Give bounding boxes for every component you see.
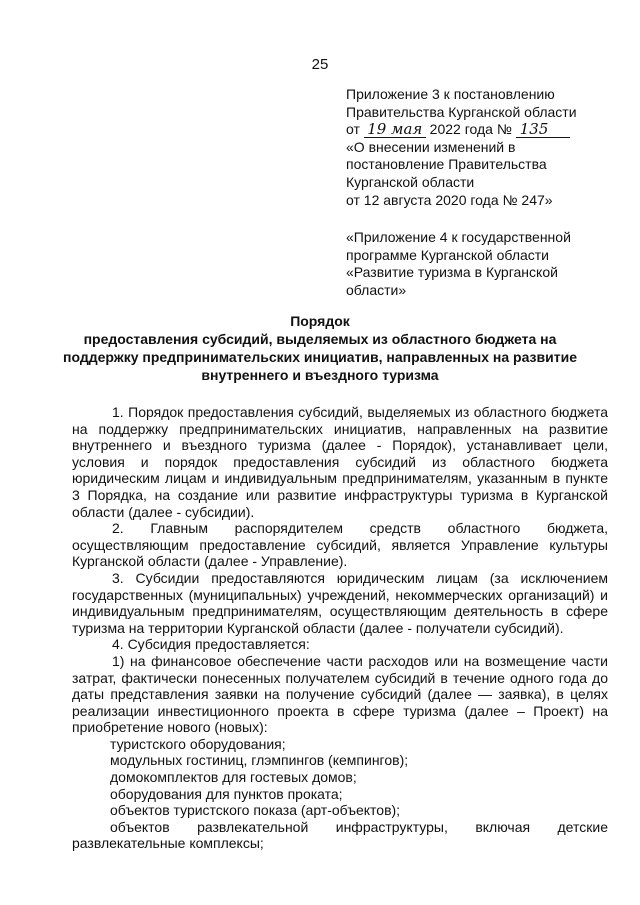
list-item: туристского оборудования; xyxy=(110,735,286,752)
header-line: от 12 августа 2020 года № 247» xyxy=(346,191,553,208)
document-body xyxy=(72,404,608,852)
appendix-header xyxy=(346,86,606,300)
document-title xyxy=(60,312,580,384)
header-line: программе Курганской области xyxy=(346,246,549,263)
header-line: Приложение 3 к постановлению xyxy=(346,86,555,102)
list-item: оборудования для пунктов проката; xyxy=(110,785,343,802)
header-line: области» xyxy=(346,281,407,298)
list-item-last: объектов развлекательной инфраструктуры, включая детские развлекательные комплексы; xyxy=(72,818,608,852)
header-line: Курганской области xyxy=(346,173,475,190)
date-suffix: 2022 года № xyxy=(429,121,512,138)
title-subtitle-line: предоставления субсидий, выделяемых из областного бюджета на xyxy=(83,331,557,347)
title-subtitle-line: поддержку предпринимательских инициатив, направленных на развитие xyxy=(63,349,577,365)
header-line: «О внесении изменений в xyxy=(346,138,516,155)
paragraph-5: 1) на финансовое обеспечение части расходов или на возмещение части затрат, фактически понесенных получателем субсидий в течение одного года до даты представления заявки на получение субсидий (далее — заявка), в целях реализации инвестиционного проекта в сфере туризма (далее – Проект) на приобретение нового (новых): xyxy=(72,652,608,736)
paragraph-4: 4. Субсидия предоставляется: xyxy=(112,636,310,653)
title-subtitle-line: внутреннего и въездного туризма xyxy=(201,367,439,383)
header-line: «Развитие туризма в Курганской xyxy=(346,264,558,281)
header-line: постановление Правительства xyxy=(346,156,547,173)
list-item: модульных гостиниц, глэмпингов (кемпингов); xyxy=(110,752,409,769)
header-date-line xyxy=(346,121,606,139)
header-line: Правительства Курганской области xyxy=(346,103,577,120)
header-line: «Приложение 4 к государственной xyxy=(346,229,571,246)
handwritten-number: 135 xyxy=(516,122,570,138)
list-item: домокомплектов для гостевых домов; xyxy=(110,769,357,786)
date-prefix: от xyxy=(346,121,360,138)
title-main: Порядок xyxy=(290,313,350,329)
page-number: 25 xyxy=(311,56,329,73)
list-item: объектов туристского показа (арт-объектов); xyxy=(110,802,401,819)
paragraph-3: 3. Субсидии предоставляются юридическим лицам (за исключением государственных (муниципальных) учреждений, некоммерческих организаций) и индивидуальным предпринимателям, осуществляющим деятельность в сфере туризма на территории Курганской области (далее - получатели субсидий). xyxy=(72,569,608,636)
paragraph-2: 2. Главным распорядителем средств областного бюджета, осуществляющим предоставление субсидий, является Управление культуры Курганской области (далее - Управление). xyxy=(72,520,608,570)
handwritten-date: 19 мая xyxy=(364,122,426,138)
paragraph-1: 1. Порядок предоставления субсидий, выделяемых из областного бюджета на поддержку предпринимательских инициатив, направленных на развитие внутреннего и въездного туризма (далее - Порядок), устанавливает цели, условия и порядок предоставления субсидий из областного бюджета юридическим лицам и индивидуальным предпринимателям, указанным в пункте 3 Порядка, на создание или развитие инфраструктуры туризма в Курганской области (далее - субсидии). xyxy=(72,404,608,520)
